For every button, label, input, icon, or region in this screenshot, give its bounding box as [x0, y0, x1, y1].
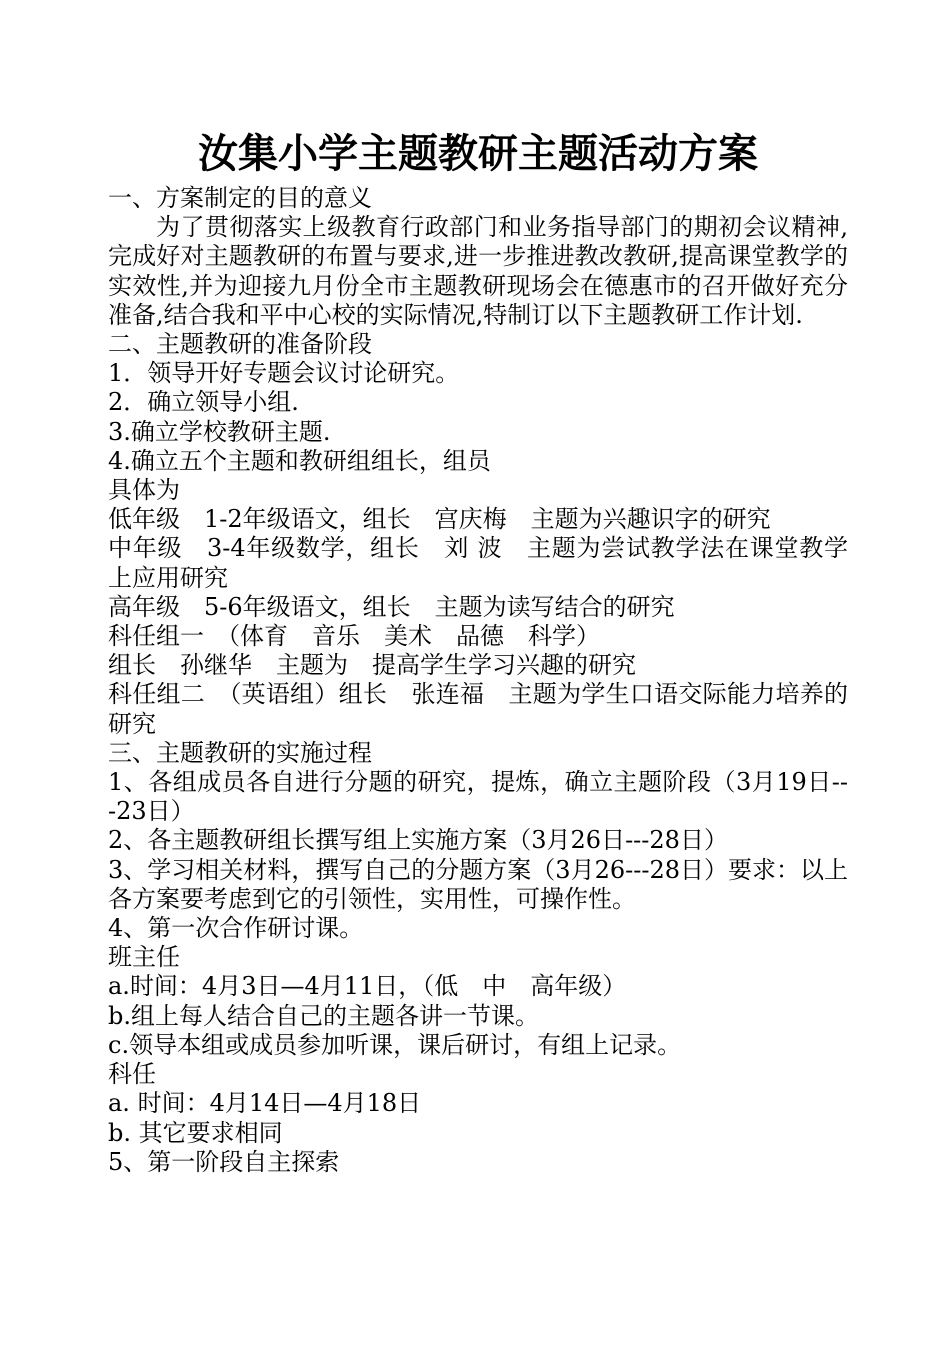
text-line: 班主任 [108, 943, 180, 972]
group-line-subject-two: 科任组二 （英语组）组长 张连福 主题为学生口语交际能力培养的研究 [108, 680, 848, 738]
list-item: c.领导本组或成员参加听课，课后研讨，有组上记录。 [108, 1030, 682, 1059]
list-item: 2．确立领导小组. [108, 388, 299, 417]
list-item: 5、第一阶段自主探索 [108, 1147, 340, 1176]
list-item: 4、第一次合作研讨课。 [108, 914, 364, 943]
list-item: a.时间：4月3日—4月11日，（低 中 高年级） [108, 972, 627, 1001]
list-item: 2、各主题教研组长撰写组上实施方案（3月26日---28日） [108, 826, 728, 855]
section-heading-implementation: 三、主题教研的实施过程 [108, 738, 372, 767]
section-heading-preparation: 二、主题教研的准备阶段 [108, 330, 372, 359]
list-item: a. 时间：4月14日—4月18日 [108, 1089, 422, 1118]
list-item: b.组上每人结合自己的主题各讲一节课。 [108, 1001, 539, 1030]
group-line-low-grade: 低年级 1-2年级语文，组长 宫庆梅 主题为兴趣识字的研究 [108, 505, 771, 534]
list-item: 4.确立五个主题和教研组组长，组员 [108, 446, 491, 475]
group-line-subject-one-leader: 组长 孙继华 主题为 提高学生学习兴趣的研究 [108, 651, 636, 680]
list-item: 3、学习相关材料，撰写自己的分题方案（3月26---28日）要求：以上各方案要考虑到它的引领性，实用性，可操作性。 [108, 855, 848, 913]
list-item: 3.确立学校教研主题. [108, 417, 331, 446]
document-page [108, 128, 848, 1177]
section-heading-purpose: 一、方案制定的目的意义 [108, 184, 372, 212]
text-line: 科任 [108, 1060, 156, 1089]
purpose-paragraph: 为了贯彻落实上级教育行政部门和业务指导部门的期初会议精神,完成好对主题教研的布置与要求,进一步推进教改教研,提高课堂教学的实效性,并为迎接九月份全市主题教研现场会在德惠市的召开做好充分准备,结合我和平中心校的实际情况,特制订以下主题教研工作计划. [108, 213, 848, 329]
group-line-high-grade: 高年级 5-6年级语文，组长 主题为读写结合的研究 [108, 592, 675, 621]
document-title: 汝集小学主题教研主题活动方案 [198, 130, 758, 177]
text-line: 具体为 [108, 476, 180, 505]
list-item: 1、各组成员各自进行分题的研究，提炼，确立主题阶段（3月19日---23日） [108, 768, 848, 826]
group-line-subject-one: 科任组一 （体育 音乐 美术 品德 科学） [108, 622, 600, 651]
list-item: 1．领导开好专题会议讨论研究。 [108, 359, 460, 388]
list-item: b. 其它要求相同 [108, 1118, 283, 1147]
group-line-mid-grade: 中年级 3-4年级数学，组长 刘 波 主题为尝试教学法在课堂教学上应用研究 [108, 534, 848, 592]
